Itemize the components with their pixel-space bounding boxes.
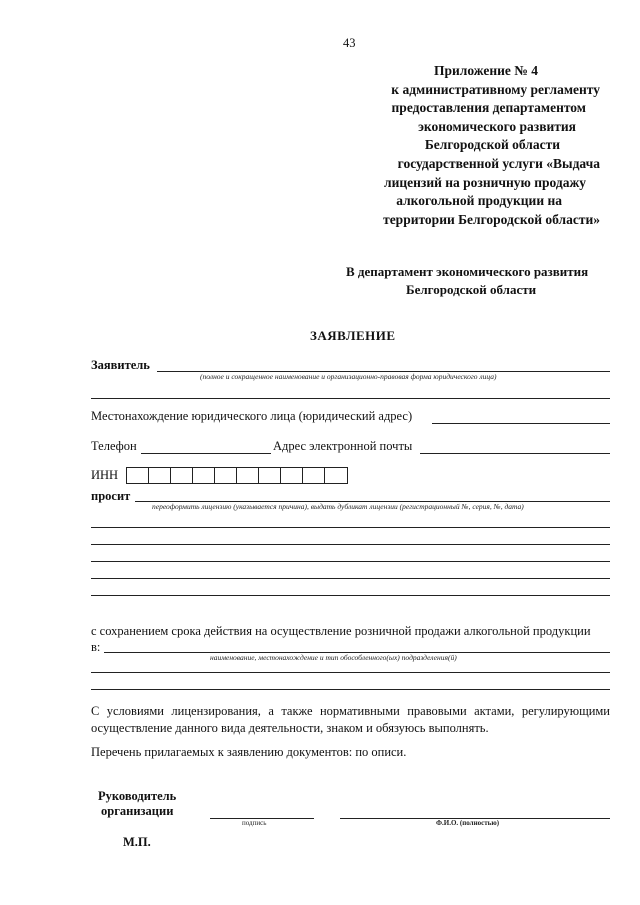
inn-cell[interactable]: [149, 468, 171, 483]
request-field-line[interactable]: [91, 595, 610, 596]
page-number: 43: [343, 36, 356, 50]
location-label: Местонахождение юридического лица (юридический адрес): [91, 409, 413, 423]
addressee-line-1: В департамент экономического развития: [346, 264, 589, 279]
conditions-paragraph: С условиями лицензирования, а также нормативными правовыми актами, регулирующими осуществление данного вида деятельности, знаком и обязуюсь выполнять.: [91, 704, 610, 735]
appendix-line: Белгородской области: [424, 137, 560, 153]
stamp-label: М.П.: [123, 835, 151, 849]
inn-cell[interactable]: [325, 468, 347, 483]
request-field-line[interactable]: [91, 578, 610, 579]
retention-text: с сохранением срока действия на осуществление розничной продажи алкогольной продукции: [91, 624, 591, 638]
applicant-caption: (полное и сокращенное наименование и организационно-правовая форма юридического лица): [200, 372, 497, 381]
full-name-caption: Ф.И.О. (полностью): [436, 819, 500, 827]
subdivision-field-line[interactable]: [91, 672, 610, 673]
appendix-line: алкогольной продукции на: [396, 193, 562, 209]
inn-cell[interactable]: [237, 468, 259, 483]
signature-caption: подпись: [242, 819, 267, 827]
email-field[interactable]: [420, 453, 610, 454]
inn-cell[interactable]: [259, 468, 281, 483]
inn-label: ИНН: [91, 468, 119, 482]
inn-cell[interactable]: [281, 468, 303, 483]
head-title-line-1: Руководитель: [98, 789, 177, 803]
inn-cell[interactable]: [171, 468, 193, 483]
appendix-line: государственной услуги «Выдача: [397, 155, 600, 171]
appendix-line: лицензий на розничную продажу: [384, 174, 586, 190]
inn-cell[interactable]: [303, 468, 325, 483]
request-label: просит: [91, 489, 131, 503]
request-field-line[interactable]: [91, 527, 610, 528]
request-field-line[interactable]: [91, 544, 610, 545]
location-field[interactable]: [432, 423, 610, 424]
appendix-title: Приложение № 4: [434, 63, 538, 78]
addressee-line-2: Белгородской области: [406, 282, 537, 297]
inn-cells[interactable]: [126, 467, 348, 484]
request-field-line[interactable]: [91, 561, 610, 562]
subdivision-caption: наименование, местонахождение и тип обособленного(ых) подразделения(й): [210, 653, 457, 662]
attachments-text: Перечень прилагаемых к заявлению документов: по описи.: [91, 745, 407, 759]
head-title-line-2: организации: [101, 804, 174, 818]
appendix-line: территории Белгородской области»: [383, 211, 600, 227]
request-caption: переоформить лицензию (указывается причина), выдать дубликат лицензии (регистрационный №, серия, №, дата): [152, 502, 524, 511]
applicant-label: Заявитель: [91, 358, 150, 372]
applicant-field-line-2[interactable]: [91, 398, 610, 399]
email-label: Адрес электронной почты: [273, 439, 413, 453]
inn-cell[interactable]: [127, 468, 149, 483]
appendix-line: экономического развития: [418, 118, 576, 134]
document-title: ЗАЯВЛЕНИЕ: [310, 328, 396, 343]
subdivision-field-line[interactable]: [91, 689, 610, 690]
retention-v-label: в:: [91, 640, 101, 654]
appendix-line: к административному регламенту: [391, 81, 600, 97]
phone-label: Телефон: [91, 439, 137, 453]
appendix-header: [300, 62, 600, 229]
inn-cell[interactable]: [193, 468, 215, 483]
appendix-line: предоставления департаментом: [391, 100, 586, 116]
inn-cell[interactable]: [215, 468, 237, 483]
phone-field[interactable]: [141, 453, 271, 454]
